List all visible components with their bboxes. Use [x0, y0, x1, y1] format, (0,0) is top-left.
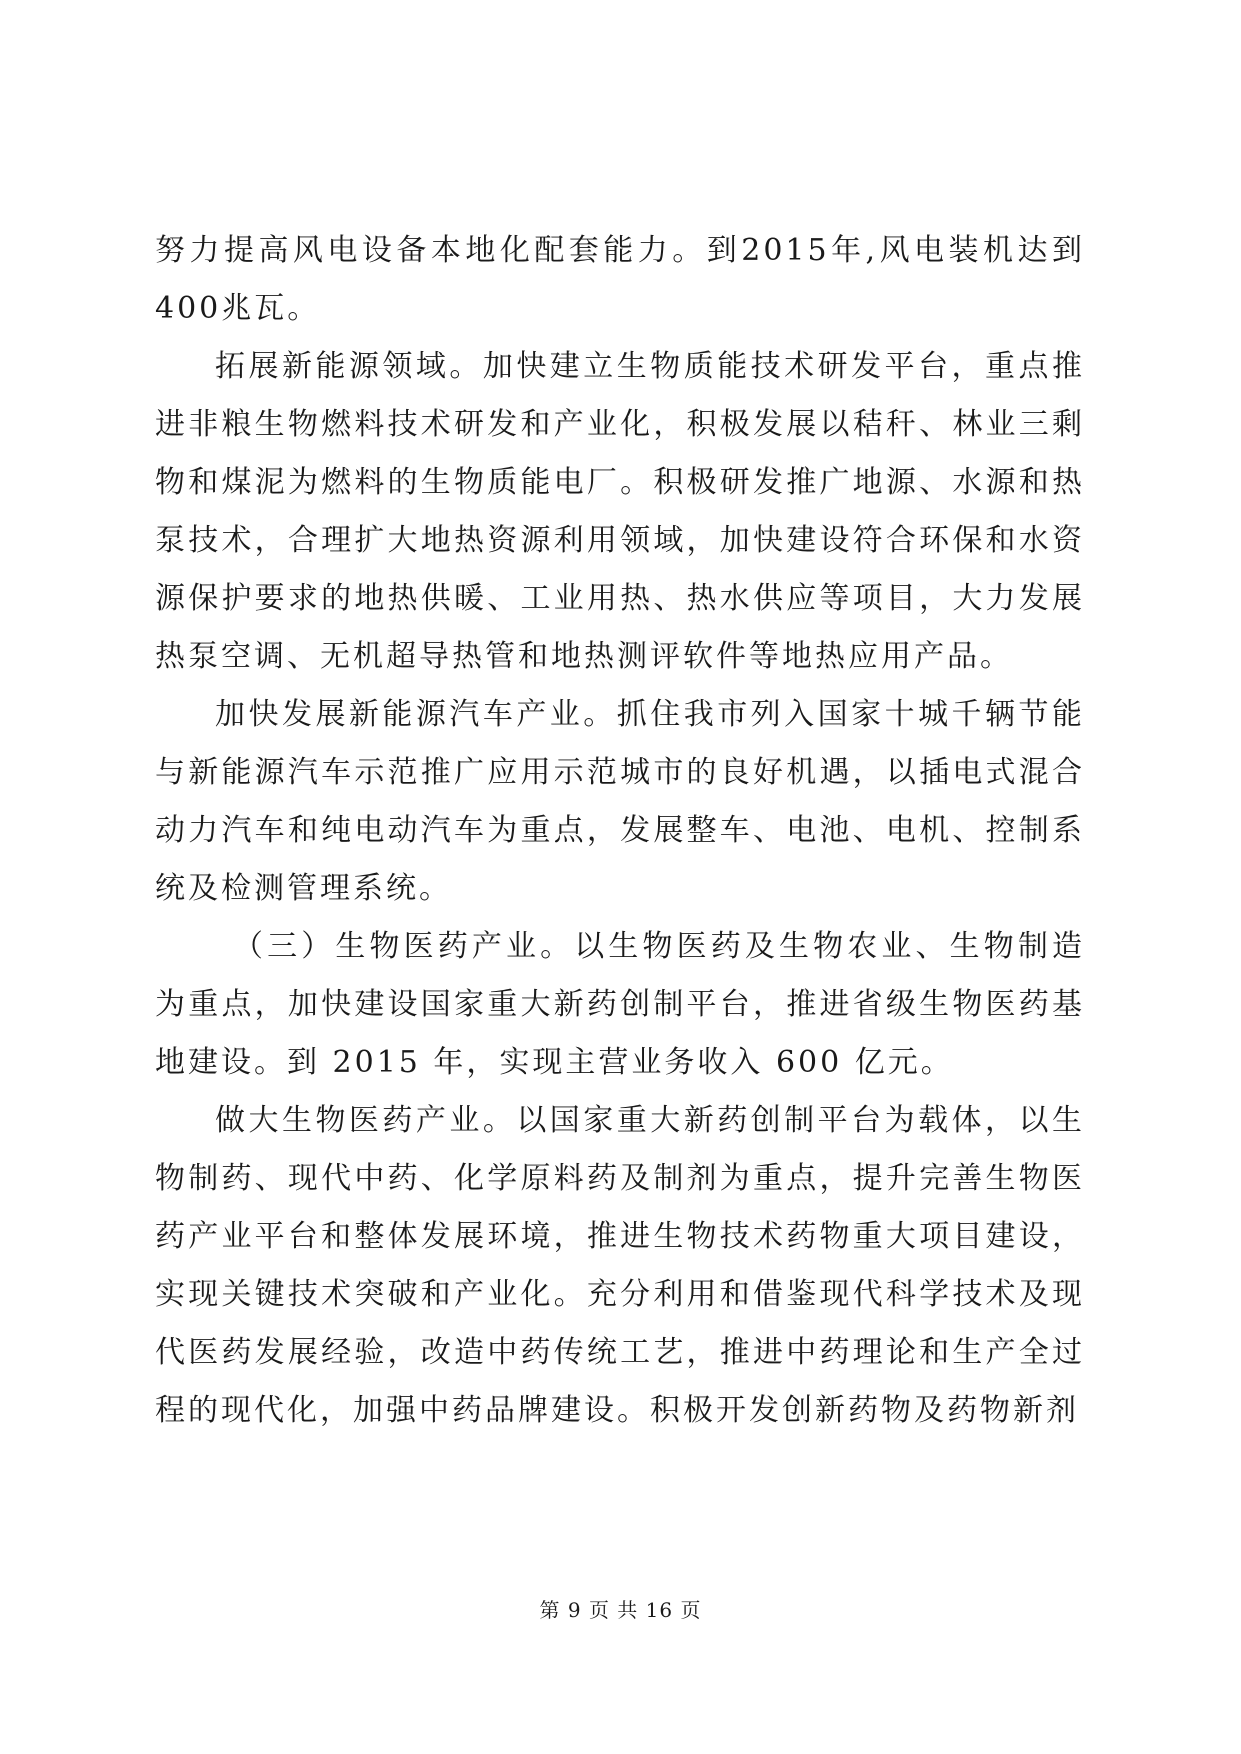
document-body — [155, 222, 1085, 1440]
paragraph-wind-power-continuation: 努力提高风电设备本地化配套能力。到2015年,风电装机达到400兆瓦。 — [155, 233, 1085, 326]
paragraph-biomedicine-expansion: 做大生物医药产业。以国家重大新药创制平台为载体，以生物制药、现代中药、化学原料药及制剂为重点，提升完善生物医药产业平台和整体发展环境，推进生物技术药物重大项目建设，实现关键技术突破和产业化。充分利用和借鉴现代科学技术及现代医药发展经验，改造中药传统工艺，推进中药理论和生产全过程的现代化，加强中药品牌建设。积极开发创新药物及药物新剂 — [155, 1103, 1085, 1428]
paragraph-new-energy-vehicles: 加快发展新能源汽车产业。抓住我市列入国家十城千辆节能与新能源汽车示范推广应用示范城市的良好机遇，以插电式混合动力汽车和纯电动汽车为重点，发展整车、电池、电机、控制系统及检测管理系统。 — [155, 697, 1085, 906]
paragraph-new-energy-fields: 拓展新能源领域。加快建立生物质能技术研发平台，重点推进非粮生物燃料技术研发和产业化，积极发展以秸秆、林业三剩物和煤泥为燃料的生物质能电厂。积极研发推广地源、水源和热泵技术，合理扩大地热资源利用领域，加快建设符合环保和水资源保护要求的地热供暖、工业用热、热水供应等项目，大力发展热泵空调、无机超导热管和地热测评软件等地热应用产品。 — [155, 349, 1085, 674]
page-number-footer: 第 9 页 共 16 页 — [539, 1598, 702, 1622]
paragraph-biomedicine-heading: （三）生物医药产业。以生物医药及生物农业、生物制造为重点，加快建设国家重大新药创制平台，推进省级生物医药基地建设。到 2015 年，实现主营业务收入 600 亿元。 — [155, 929, 1085, 1080]
